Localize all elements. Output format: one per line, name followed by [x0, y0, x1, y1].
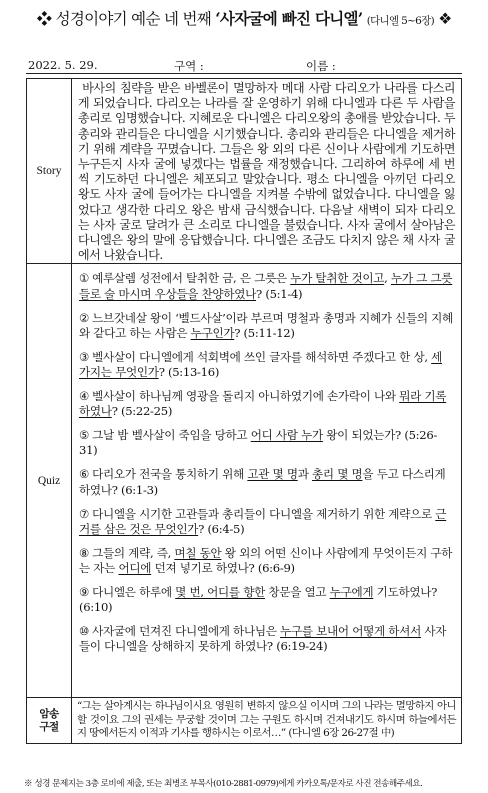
title-main: ‘사자굴에 빠진 다니엘’ [215, 9, 363, 28]
meta-divider [26, 73, 462, 74]
question-number: ⑨ [79, 584, 90, 599]
question-underline: 누가 탈취한 것이고 [290, 271, 385, 286]
question-text: 그들의 계략, 즉, [92, 545, 175, 560]
question-text: 사자들이 다니엘을 상해하지 못하게 하였나? (6:19-24) [79, 624, 447, 654]
question-text: 벨사살이 하나님께 영광을 돌리지 아니하였기에 손가락이 나와 [92, 389, 400, 403]
memory-label-line: 암송 [39, 708, 59, 720]
question-underline: 누구에게 [329, 584, 374, 599]
quiz-question [79, 311, 454, 342]
question-underline: 누구인가 [190, 325, 235, 340]
question-text: 벨사살이 다니엘에게 석회벽에 쓰인 글자를 해석하면 주겠다고 한 상, [92, 349, 432, 364]
question-text: 그날 밤 벨사살이 죽임을 당하고 [92, 428, 251, 443]
question-text: ? (5:22-25) [111, 404, 173, 419]
question-text: 왕이 되었는가? (5:26-31) [79, 428, 438, 458]
quiz-question [79, 507, 454, 538]
question-text: 다니엘은 하루에 [92, 584, 176, 599]
district-field-label: 구역 : [174, 59, 204, 73]
question-number: ⑦ [79, 506, 90, 521]
question-underline: 누구를 보내어 어떻게 하셔서 [280, 624, 421, 639]
question-text: ? (5:1-4) [256, 286, 303, 301]
question-underline: 근거를 삼은 것은 무엇인가 [79, 506, 447, 536]
question-underline: 총리 몇 명 [312, 467, 363, 482]
question-text: 사자굴에 던져진 다니엘에게 하나님은 [92, 624, 281, 639]
question-text: , [384, 271, 391, 286]
question-underline: 누가 그 그릇들로 술 마시며 우상들을 찬양하였나 [79, 271, 453, 301]
question-number: ⑥ [79, 467, 90, 482]
question-underline: 몇 번, 어디를 향한 [175, 584, 266, 599]
question-text: 기도하였나? (6:10) [79, 584, 438, 615]
quiz-question [79, 546, 454, 577]
title-prefix: ❖ 성경이야기 예순 네 번째 [36, 10, 216, 28]
name-field-label: 이름 : [306, 59, 336, 73]
memory-verse: “그는 살아계시는 하나님이시요 영원히 변하지 않으실 이시며 그의 나라는 멸망하지 아니할 것이요 그의 권세는 무궁할 것이며 그는 구원도 하시며 건져내기도 하시며 하늘에서든지 땅에서든지 이적과 기사를 행하시는 이로서…” (다니엘 6장 26-27절 中) [72, 698, 462, 743]
story-body: 바사의 침략을 받은 바벨론이 멸망하자 메대 사람 다리오가 나라를 다스리게 되었습니다. 다리오는 나라를 잘 운영하기 위해 다니엘과 다른 두 사람을 총리로 임명했습니다. 지혜로운 다니엘은 다리오왕의 총애를 받았습니다. 두 총리와 관리들은 다니엘을 시기했습니다. 총리와 관리들은 다니엘을 제거하기 위해 계략을 꾸몄습니다. 그들은 왕 외의 다른 신이나 사람에게 기도하면 누구든지 사자 굴에 넣겠다는 법률을 재정했습니다. 그리하여 하루에 세 번씩 기도하던 다니엘은 체포되고 말았습니다. 평소 다니엘을 아끼던 다리오 왕도 사자 굴에 들어가는 다니엘을 지켜볼 수밖에 없었습니다. 다니엘을 잃었다고 생각한 다리오 왕은 밤새 금식했습니다. 다음날 새벽이 되자 다리오는 사자 굴로 달려가 큰 소리로 다니엘을 불렀습니다. 사자 굴에서 살아남은 다니엘은 왕의 말에 응답했습니다. 다니엘은 조금도 다치지 않은 채 사자 굴에서 나왔습니다. [78, 81, 455, 263]
page-title [0, 7, 488, 29]
quiz-question [79, 585, 454, 616]
question-text: 느브갓네살 왕이 ‘벨드사살’이라 부르며 명철과 총명과 지혜가 신들의 지혜와 같다고 하는 사람은 [79, 310, 453, 340]
worksheet-table [26, 78, 462, 744]
question-text: 던져 넣기로 하였나? (6:6-9) [151, 561, 295, 576]
question-number: ⑤ [79, 428, 90, 443]
question-text: ? (5:11-12) [234, 325, 295, 340]
question-number: ⑩ [79, 624, 90, 639]
question-text: 을 두고 다스리게 하였나? (6:1-3) [79, 467, 446, 497]
date-text: 2022. 5. 29. [28, 58, 98, 72]
quiz-question [79, 271, 454, 302]
title-subtitle: (다니엘 5~6장) [366, 15, 434, 27]
story-text [72, 79, 462, 264]
meta-row [28, 58, 468, 74]
quiz-label: Quiz [27, 264, 72, 698]
question-number: ① [79, 271, 90, 286]
question-underline: 고관 몇 명 [247, 467, 298, 482]
quiz-question [79, 428, 454, 459]
title-suffix: ❖ [433, 10, 452, 28]
question-underline: 뭐라 기록하였나 [79, 389, 447, 419]
question-text: ? (5:13-16) [158, 365, 220, 380]
question-text: 과 [297, 467, 313, 482]
question-number: ③ [79, 349, 90, 364]
story-label: Story [27, 79, 72, 264]
question-text: 다리오가 전국을 통치하기 위해 [92, 467, 248, 482]
question-text: 왕 외의 어떤 신이나 사람에게 무엇이든지 구하는 자는 [79, 545, 453, 576]
quiz-list [72, 264, 462, 698]
quiz-question [79, 624, 454, 655]
question-underline: 어디 사람 누가 [250, 428, 323, 443]
question-text: 다니엘을 시기한 고관들과 총리들이 다니엘을 제거하기 위한 계략으로 [92, 506, 436, 521]
question-number: ④ [79, 389, 90, 403]
memory-label-line: 구절 [39, 721, 59, 733]
memory-label [27, 698, 72, 743]
question-text: 창문을 열고 [265, 584, 330, 599]
quiz-question [79, 350, 454, 381]
question-underline: 어디에 [118, 561, 152, 576]
question-underline: 세 가지는 무엇인가 [79, 349, 443, 380]
question-underline: 며칠 동안 [174, 545, 222, 560]
question-text: 예루살렘 성전에서 탈취한 금, 은 그릇은 [92, 271, 291, 286]
memory-row [27, 698, 462, 743]
quiz-question [79, 467, 454, 498]
story-row [27, 79, 462, 264]
footer-note: ※ 성경 문제지는 3층 로비에 제출, 또는 최병조 부목사(010-2881-0979)에게 카카오톡/문자로 사진 전송해주세요. [24, 779, 423, 789]
quiz-question [79, 389, 454, 420]
question-text: ? (6:4-5) [198, 521, 245, 536]
question-number: ⑧ [79, 545, 90, 560]
quiz-row [27, 264, 462, 698]
question-number: ② [79, 310, 90, 325]
